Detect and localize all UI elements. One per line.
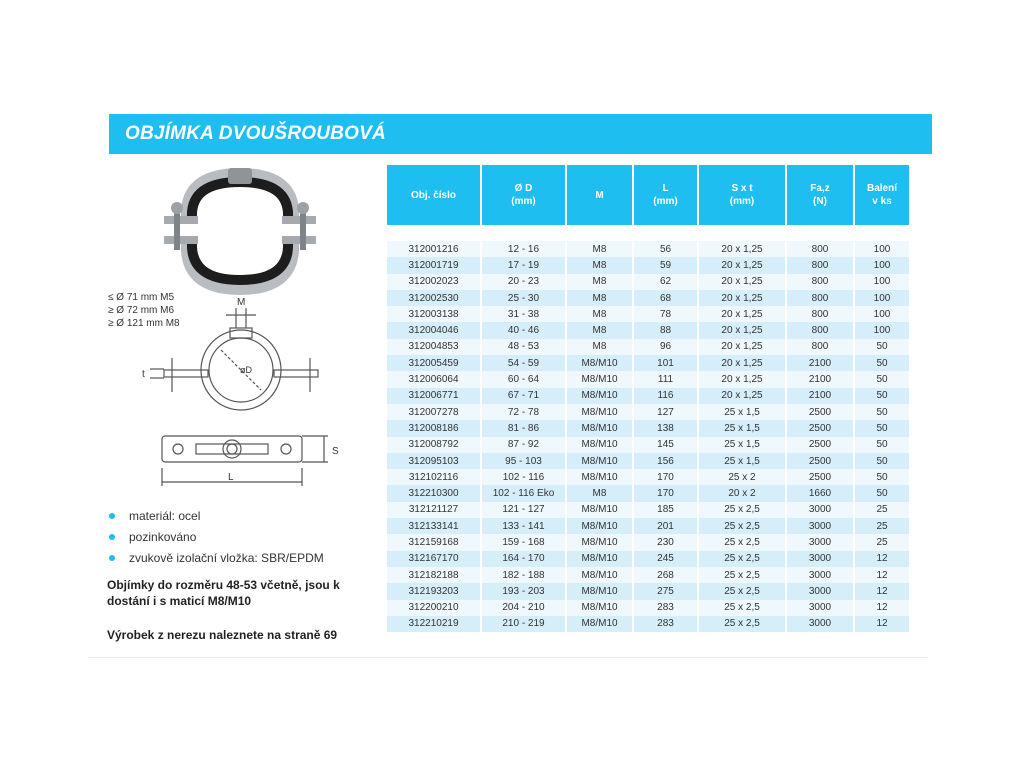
table-cell: 20 x 1,25: [698, 322, 786, 338]
table-cell: M8: [566, 306, 633, 322]
table-cell: 62: [633, 274, 698, 290]
table-cell: 2500: [786, 420, 854, 436]
table-cell: 25 x 2,5: [698, 600, 786, 616]
table-cell: 59: [633, 257, 698, 273]
table-row: [387, 274, 909, 290]
table-cell: 312159168: [387, 534, 481, 550]
table-cell: 312004046: [387, 322, 481, 338]
table-cell: 2500: [786, 453, 854, 469]
table-row: [387, 306, 909, 322]
table-cell: 2500: [786, 437, 854, 453]
table-cell: 283: [633, 616, 698, 632]
column-header-line: (mm): [729, 196, 755, 207]
table-cell: 54 - 59: [481, 355, 566, 371]
table-cell: 111: [633, 371, 698, 387]
table-cell: 3000: [786, 616, 854, 632]
table-cell: 312001719: [387, 257, 481, 273]
table-cell: 3000: [786, 518, 854, 534]
table-cell: 193 - 203: [481, 583, 566, 599]
nut-note-line1: Objímky do rozměru 48-53 včetně, jsou k: [107, 578, 340, 592]
table-cell: 170: [633, 469, 698, 485]
table-cell: 60 - 64: [481, 371, 566, 387]
table-cell: 20 x 1,25: [698, 241, 786, 257]
table-cell: 121 - 127: [481, 502, 566, 518]
table-cell: M8/M10: [566, 551, 633, 567]
table-header-row: [387, 165, 909, 225]
table-row: [387, 322, 909, 338]
table-cell: 50: [854, 485, 909, 501]
table-cell: 20 x 1,25: [698, 306, 786, 322]
table-row: [387, 551, 909, 567]
table-cell: 25: [854, 518, 909, 534]
column-header-line: L: [662, 183, 669, 194]
feature-list: [107, 507, 324, 570]
table-cell: 20 x 1,25: [698, 274, 786, 290]
table-row: [387, 404, 909, 420]
bullet-icon: [109, 513, 115, 519]
table-cell: M8: [566, 241, 633, 257]
table-cell: 800: [786, 241, 854, 257]
table-cell: 25 x 2,5: [698, 616, 786, 632]
table-cell: 312006771: [387, 388, 481, 404]
table-cell: 88: [633, 322, 698, 338]
table-cell: M8/M10: [566, 355, 633, 371]
table-cell: 800: [786, 274, 854, 290]
table-cell: 25 x 1,5: [698, 420, 786, 436]
table-row: [387, 388, 909, 404]
table-cell: 3000: [786, 567, 854, 583]
table-row: [387, 583, 909, 599]
column-header-line: (mm): [653, 196, 678, 207]
table-cell: 204 - 210: [481, 600, 566, 616]
feature-item: [107, 549, 324, 570]
table-cell: 245: [633, 551, 698, 567]
table-cell: 312003138: [387, 306, 481, 322]
table-cell: M8/M10: [566, 469, 633, 485]
column-header-line: M: [595, 189, 604, 201]
table-cell: 50: [854, 469, 909, 485]
table-cell: 164 - 170: [481, 551, 566, 567]
table-cell: 25 x 2,5: [698, 502, 786, 518]
dim-label-m: M: [237, 297, 246, 308]
table-cell: 3000: [786, 534, 854, 550]
table-cell: M8: [566, 257, 633, 273]
clamp-photo: [164, 168, 316, 288]
nut-note-line2: dostání i s maticí M8/M10: [107, 594, 252, 608]
table-cell: 312006064: [387, 371, 481, 387]
table-cell: M8: [566, 485, 633, 501]
table-row: [387, 502, 909, 518]
table-cell: 312005459: [387, 355, 481, 371]
table-cell: 312210300: [387, 485, 481, 501]
table-cell: 81 - 86: [481, 420, 566, 436]
table-cell: 78: [633, 306, 698, 322]
table-cell: 20 x 1,25: [698, 388, 786, 404]
table-cell: 50: [854, 437, 909, 453]
table-cell: 116: [633, 388, 698, 404]
table-cell: 25 x 2,5: [698, 534, 786, 550]
size-note-m6: ≥ Ø 72 mm M6: [108, 305, 175, 316]
table-cell: M8/M10: [566, 420, 633, 436]
table-cell: 312182188: [387, 567, 481, 583]
table-cell: 56: [633, 241, 698, 257]
column-header: [633, 165, 698, 225]
table-cell: M8: [566, 274, 633, 290]
table-cell: 2500: [786, 469, 854, 485]
table-row: [387, 469, 909, 485]
table-row: [387, 290, 909, 306]
feature-text: zvukově izolační vložka: SBR/EPDM: [129, 551, 324, 565]
table-cell: M8/M10: [566, 404, 633, 420]
column-header-line: v ks: [872, 196, 892, 207]
table-cell: 182 - 188: [481, 567, 566, 583]
table-cell: 50: [854, 420, 909, 436]
table-cell: 12: [854, 583, 909, 599]
table-cell: 312133141: [387, 518, 481, 534]
column-header-line: (mm): [511, 196, 536, 207]
table-cell: 100: [854, 241, 909, 257]
table-cell: 20 x 1,25: [698, 355, 786, 371]
table-cell: 312200210: [387, 600, 481, 616]
table-cell: 102 - 116: [481, 469, 566, 485]
column-header: [698, 165, 786, 225]
table-cell: M8: [566, 290, 633, 306]
table-cell: 50: [854, 371, 909, 387]
table-cell: M8/M10: [566, 453, 633, 469]
table-cell: 68: [633, 290, 698, 306]
table-cell: 72 - 78: [481, 404, 566, 420]
table-cell: 2100: [786, 388, 854, 404]
table-row: [387, 420, 909, 436]
table-cell: 283: [633, 600, 698, 616]
table-cell: M8/M10: [566, 388, 633, 404]
table-cell: 312004853: [387, 339, 481, 355]
table-row: [387, 371, 909, 387]
table-row: [387, 241, 909, 257]
feature-text: materiál: ocel: [129, 509, 201, 523]
feature-text: pozinkováno: [129, 530, 197, 544]
table-cell: 312095103: [387, 453, 481, 469]
table-cell: M8/M10: [566, 616, 633, 632]
table-cell: 12 - 16: [481, 241, 566, 257]
feature-item: [107, 507, 324, 528]
table-cell: 185: [633, 502, 698, 518]
table-cell: 268: [633, 567, 698, 583]
footer-divider: [88, 657, 928, 658]
table-cell: 210 - 219: [481, 616, 566, 632]
table-cell: 230: [633, 534, 698, 550]
table-cell: M8: [566, 322, 633, 338]
table-cell: 3000: [786, 551, 854, 567]
table-cell: 25 x 1,5: [698, 453, 786, 469]
table-cell: 101: [633, 355, 698, 371]
table-cell: 312210219: [387, 616, 481, 632]
table-cell: 95 - 103: [481, 453, 566, 469]
table-cell: 20 x 2: [698, 485, 786, 501]
table-cell: 127: [633, 404, 698, 420]
table-row: [387, 485, 909, 501]
table-cell: 50: [854, 339, 909, 355]
table-cell: 312007278: [387, 404, 481, 420]
table-cell: 159 - 168: [481, 534, 566, 550]
column-header-line: Ø D: [514, 183, 533, 194]
table-cell: 25: [854, 534, 909, 550]
table-cell: 3000: [786, 502, 854, 518]
table-cell: M8/M10: [566, 567, 633, 583]
dim-label-t: t: [142, 369, 145, 380]
column-header-line: (N): [813, 196, 827, 207]
table-cell: 25 x 2,5: [698, 518, 786, 534]
table-row: [387, 355, 909, 371]
table-cell: 800: [786, 322, 854, 338]
table-row: [387, 453, 909, 469]
table-cell: 312102116: [387, 469, 481, 485]
table-cell: 312002530: [387, 290, 481, 306]
bullet-icon: [109, 555, 115, 561]
table-cell: 100: [854, 257, 909, 273]
table-cell: 312008792: [387, 437, 481, 453]
size-note-m8: ≥ Ø 121 mm M8: [108, 318, 180, 329]
table-cell: 25 x 2,5: [698, 583, 786, 599]
table-cell: 20 x 1,25: [698, 290, 786, 306]
table-cell: M8/M10: [566, 502, 633, 518]
page-title: OBJÍMKA DVOUŠROUBOVÁ: [125, 123, 386, 144]
table-row: [387, 339, 909, 355]
table-row: [387, 616, 909, 632]
table-cell: 12: [854, 551, 909, 567]
column-header-line: Fa,z: [810, 183, 830, 194]
table-cell: 20 x 1,25: [698, 339, 786, 355]
table-row: [387, 437, 909, 453]
table-cell: 312167170: [387, 551, 481, 567]
table-row: [387, 518, 909, 534]
table-cell: 312121127: [387, 502, 481, 518]
table-cell: 133 - 141: [481, 518, 566, 534]
table-cell: 100: [854, 290, 909, 306]
column-header: [854, 165, 909, 225]
table-cell: 25 x 2,5: [698, 567, 786, 583]
table-cell: 100: [854, 274, 909, 290]
table-cell: 25 - 30: [481, 290, 566, 306]
table-cell: 312001216: [387, 241, 481, 257]
table-cell: M8/M10: [566, 371, 633, 387]
table-cell: 50: [854, 388, 909, 404]
column-header: [481, 165, 566, 225]
dim-label-d: øD: [240, 365, 252, 375]
feature-item: [107, 528, 324, 549]
table-cell: 20 x 1,25: [698, 257, 786, 273]
nut-note: [107, 577, 340, 609]
table-cell: 67 - 71: [481, 388, 566, 404]
table-cell: 2100: [786, 355, 854, 371]
column-header-line: Obj. číslo: [410, 189, 456, 201]
table-cell: 17 - 19: [481, 257, 566, 273]
column-header: [566, 165, 633, 225]
table-cell: 12: [854, 616, 909, 632]
table-cell: M8/M10: [566, 583, 633, 599]
table-cell: 12: [854, 567, 909, 583]
size-note-m5: ≤ Ø 71 mm M5: [108, 292, 175, 303]
table-cell: 25 x 2: [698, 469, 786, 485]
table-row: [387, 257, 909, 273]
product-drawing: [100, 160, 380, 500]
table-cell: 2100: [786, 371, 854, 387]
table-cell: M8: [566, 339, 633, 355]
column-header: [387, 165, 481, 225]
table-cell: 12: [854, 600, 909, 616]
dim-label-s: S: [332, 446, 339, 457]
table-cell: 20 x 1,25: [698, 371, 786, 387]
table-cell: 87 - 92: [481, 437, 566, 453]
table-row: [387, 534, 909, 550]
table-cell: 800: [786, 257, 854, 273]
table-cell: 102 - 116 Eko: [481, 485, 566, 501]
table-row: [387, 600, 909, 616]
strip-drawing: [162, 436, 328, 486]
table-cell: 312193203: [387, 583, 481, 599]
table-cell: 800: [786, 306, 854, 322]
table-cell: 25 x 1,5: [698, 404, 786, 420]
table-row: [387, 567, 909, 583]
table-cell: 96: [633, 339, 698, 355]
bullet-icon: [109, 534, 115, 540]
table-cell: 800: [786, 339, 854, 355]
table-cell: 201: [633, 518, 698, 534]
table-cell: 100: [854, 322, 909, 338]
table-cell: 2500: [786, 404, 854, 420]
table-cell: M8/M10: [566, 600, 633, 616]
table-cell: 312008186: [387, 420, 481, 436]
table-cell: 25: [854, 502, 909, 518]
table-cell: M8/M10: [566, 534, 633, 550]
dim-label-l: L: [228, 472, 234, 483]
table-cell: 100: [854, 306, 909, 322]
table-cell: 25 x 2,5: [698, 551, 786, 567]
table-cell: 25 x 1,5: [698, 437, 786, 453]
table-cell: 1660: [786, 485, 854, 501]
table-cell: 40 - 46: [481, 322, 566, 338]
table-cell: M8/M10: [566, 518, 633, 534]
table-cell: 50: [854, 404, 909, 420]
table-cell: 138: [633, 420, 698, 436]
title-banner: [109, 114, 932, 154]
spec-table: [387, 165, 909, 632]
table-cell: 31 - 38: [481, 306, 566, 322]
table-cell: M8/M10: [566, 437, 633, 453]
stainless-note: Výrobek z nerezu naleznete na straně 69: [107, 628, 338, 642]
table-cell: 3000: [786, 600, 854, 616]
column-header-line: S x t: [731, 183, 753, 194]
table-cell: 3000: [786, 583, 854, 599]
table-cell: 48 - 53: [481, 339, 566, 355]
table-cell: 170: [633, 485, 698, 501]
table-cell: 156: [633, 453, 698, 469]
table-cell: 312002023: [387, 274, 481, 290]
table-cell: 50: [854, 355, 909, 371]
table-cell: 800: [786, 290, 854, 306]
table-cell: 145: [633, 437, 698, 453]
table-cell: 275: [633, 583, 698, 599]
table-cell: 20 - 23: [481, 274, 566, 290]
table-cell: 50: [854, 453, 909, 469]
column-header-line: Balení: [866, 183, 897, 194]
column-header: [786, 165, 854, 225]
